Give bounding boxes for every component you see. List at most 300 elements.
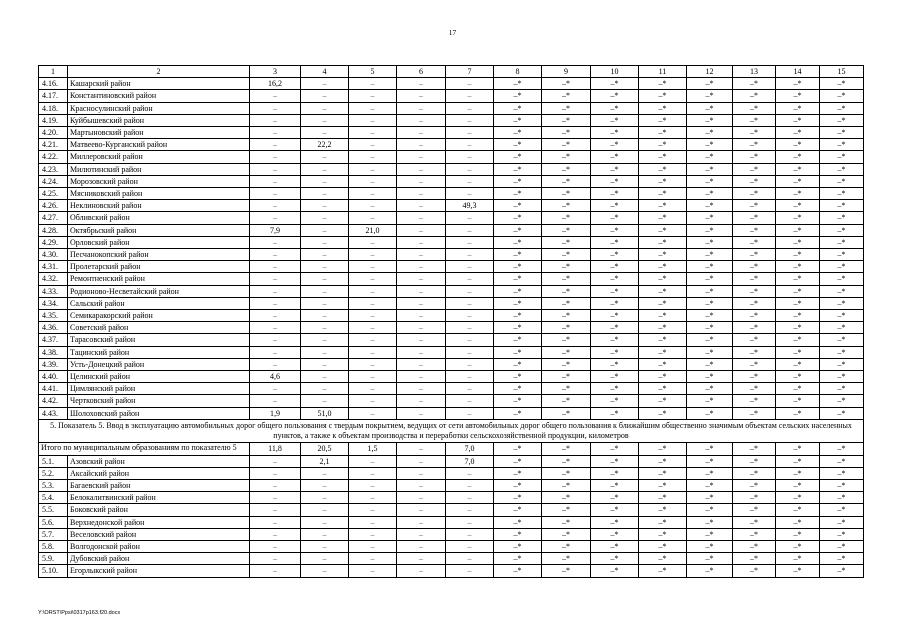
- table-cell: –*: [639, 249, 687, 261]
- table-cell: –: [446, 540, 494, 552]
- table-cell: –*: [494, 261, 542, 273]
- table-cell: –*: [687, 479, 733, 491]
- table-cell: –*: [639, 127, 687, 139]
- table-cell: –*: [542, 224, 591, 236]
- table-header-row: [39, 66, 864, 78]
- table-cell: –: [301, 383, 349, 395]
- table-cell: –*: [494, 175, 542, 187]
- table-cell: –*: [542, 467, 591, 479]
- table-cell: 5.6.: [39, 516, 68, 528]
- table-cell: –*: [542, 516, 591, 528]
- table-cell: –*: [687, 175, 733, 187]
- table-cell: –*: [639, 163, 687, 175]
- table-cell: –: [349, 139, 397, 151]
- table-cell: 3: [250, 66, 301, 78]
- table-cell: –: [397, 236, 446, 248]
- table-cell: –*: [687, 467, 733, 479]
- table-cell: Константиновский район: [68, 90, 250, 102]
- table-cell: –*: [733, 383, 776, 395]
- table-cell: 4.16.: [39, 78, 68, 90]
- table-cell: –*: [820, 540, 864, 552]
- table-cell: –*: [687, 139, 733, 151]
- table-cell: –: [250, 504, 301, 516]
- table-cell: –*: [591, 224, 639, 236]
- table-cell: –*: [733, 516, 776, 528]
- table-row: [39, 322, 864, 334]
- table-cell: –: [250, 528, 301, 540]
- table-cell: –*: [733, 273, 776, 285]
- table-cell: –: [397, 407, 446, 419]
- table-cell: 22,2: [301, 139, 349, 151]
- table-cell: –: [349, 553, 397, 565]
- table-cell: –: [301, 236, 349, 248]
- table-cell: –: [446, 528, 494, 540]
- table-cell: –*: [591, 540, 639, 552]
- table-cell: –*: [776, 273, 820, 285]
- table-cell: –: [250, 310, 301, 322]
- table-cell: –: [349, 479, 397, 491]
- table-cell: –: [301, 310, 349, 322]
- table-cell: –: [446, 114, 494, 126]
- table-cell: 4.28.: [39, 224, 68, 236]
- table-row: [39, 175, 864, 187]
- table-cell: –: [397, 540, 446, 552]
- table-cell: –: [301, 565, 349, 577]
- table-cell: –*: [733, 492, 776, 504]
- table-cell: –*: [820, 261, 864, 273]
- table-cell: –: [250, 261, 301, 273]
- table-cell: –*: [494, 273, 542, 285]
- table-cell: 4.42.: [39, 395, 68, 407]
- table-cell: –*: [733, 151, 776, 163]
- table-cell: –: [446, 273, 494, 285]
- table-cell: 4.27.: [39, 212, 68, 224]
- table-cell: –*: [733, 553, 776, 565]
- table-cell: –: [397, 371, 446, 383]
- table-cell: –*: [494, 212, 542, 224]
- table-cell: –: [301, 102, 349, 114]
- table-row: [39, 261, 864, 273]
- table-cell: 13: [733, 66, 776, 78]
- table-cell: Семикаракорский район: [68, 310, 250, 322]
- table-cell: –*: [820, 273, 864, 285]
- table-cell: –*: [591, 236, 639, 248]
- table-cell: Пролетарский район: [68, 261, 250, 273]
- table-cell: –: [301, 395, 349, 407]
- table-cell: –*: [820, 175, 864, 187]
- table-cell: –: [349, 200, 397, 212]
- table-cell: –: [301, 127, 349, 139]
- table-cell: Неклиновский район: [68, 200, 250, 212]
- table-cell: –*: [542, 90, 591, 102]
- table-cell: –*: [639, 479, 687, 491]
- table-cell: –*: [542, 358, 591, 370]
- table-cell: –: [349, 467, 397, 479]
- table-cell: –*: [591, 212, 639, 224]
- table-cell: 9: [542, 66, 591, 78]
- table-cell: –*: [494, 395, 542, 407]
- table-cell: –*: [733, 395, 776, 407]
- table-cell: 4.18.: [39, 102, 68, 114]
- table-cell: 4.24.: [39, 175, 68, 187]
- table-cell: –*: [687, 516, 733, 528]
- table-cell: –: [250, 383, 301, 395]
- table-cell: –: [250, 175, 301, 187]
- table-cell: –*: [820, 322, 864, 334]
- table-cell: 4.26.: [39, 200, 68, 212]
- table-cell: 1,5: [349, 443, 397, 455]
- table-cell: –: [446, 407, 494, 419]
- table-cell: –*: [639, 285, 687, 297]
- table-cell: –: [397, 249, 446, 261]
- table-cell: –*: [542, 565, 591, 577]
- table-cell: –: [397, 310, 446, 322]
- table-cell: –*: [591, 553, 639, 565]
- table-cell: –*: [820, 516, 864, 528]
- table-cell: –*: [494, 383, 542, 395]
- table-cell: –*: [776, 212, 820, 224]
- table-cell: Кашарский район: [68, 78, 250, 90]
- table-cell: –*: [687, 346, 733, 358]
- table-cell: –: [446, 565, 494, 577]
- table-cell: –*: [639, 175, 687, 187]
- table-cell: Боковский район: [68, 504, 250, 516]
- table-cell: –: [301, 163, 349, 175]
- table-cell: –: [397, 273, 446, 285]
- table-cell: –: [446, 261, 494, 273]
- table-cell: Верхнедонской район: [68, 516, 250, 528]
- table-cell: –: [397, 200, 446, 212]
- table-cell: –: [397, 151, 446, 163]
- table-cell: 16,2: [250, 78, 301, 90]
- table-cell: 10: [591, 66, 639, 78]
- table-cell: –*: [591, 346, 639, 358]
- table-cell: –*: [591, 334, 639, 346]
- table-cell: –*: [494, 540, 542, 552]
- table-cell: –*: [542, 212, 591, 224]
- table-cell: 1: [39, 66, 68, 78]
- table-cell: –*: [776, 175, 820, 187]
- table-cell: –: [301, 90, 349, 102]
- table-cell: –*: [591, 261, 639, 273]
- table-cell: –*: [687, 261, 733, 273]
- table-cell: –: [250, 163, 301, 175]
- table-cell: –*: [776, 163, 820, 175]
- table-cell: –: [446, 553, 494, 565]
- table-cell: –*: [639, 310, 687, 322]
- table-cell: –*: [776, 407, 820, 419]
- table-cell: –: [301, 346, 349, 358]
- table-row: [39, 90, 864, 102]
- table-cell: –: [446, 346, 494, 358]
- table-cell: –*: [494, 528, 542, 540]
- table-cell: –: [250, 188, 301, 200]
- table-cell: –: [349, 151, 397, 163]
- table-cell: 21,0: [349, 224, 397, 236]
- table-cell: –*: [776, 334, 820, 346]
- table-cell: –*: [733, 102, 776, 114]
- table-cell: –*: [687, 151, 733, 163]
- table-cell: –*: [639, 407, 687, 419]
- table-row: [39, 114, 864, 126]
- table-row: [39, 163, 864, 175]
- table-row: [39, 224, 864, 236]
- table-cell: –: [349, 346, 397, 358]
- table-cell: –: [397, 334, 446, 346]
- table-cell: –*: [820, 334, 864, 346]
- table-cell: Сальский район: [68, 297, 250, 309]
- table-cell: –*: [733, 565, 776, 577]
- table-cell: –*: [820, 151, 864, 163]
- table-cell: –: [446, 188, 494, 200]
- table-cell: –*: [542, 297, 591, 309]
- table-cell: –*: [542, 78, 591, 90]
- table-cell: –*: [733, 310, 776, 322]
- table-cell: –*: [820, 383, 864, 395]
- table-cell: –: [349, 358, 397, 370]
- table-row: [39, 285, 864, 297]
- table-cell: –: [301, 212, 349, 224]
- table-cell: –*: [639, 553, 687, 565]
- table-cell: Итого по муниципальным образованиям по показателю 5: [39, 443, 250, 455]
- table-cell: –: [250, 540, 301, 552]
- table-cell: –: [349, 78, 397, 90]
- table-cell: –*: [820, 371, 864, 383]
- table-cell: –*: [542, 479, 591, 491]
- table-cell: –*: [776, 565, 820, 577]
- table-cell: –: [250, 467, 301, 479]
- table-cell: –*: [591, 175, 639, 187]
- table-row: [39, 236, 864, 248]
- table-cell: –: [446, 358, 494, 370]
- table-cell: –*: [733, 224, 776, 236]
- table-cell: 5.4.: [39, 492, 68, 504]
- table-cell: –*: [776, 455, 820, 467]
- table-cell: –*: [820, 102, 864, 114]
- table-cell: –*: [591, 504, 639, 516]
- table-cell: –*: [591, 163, 639, 175]
- table-cell: –*: [776, 492, 820, 504]
- table-cell: –*: [639, 224, 687, 236]
- table-cell: –*: [542, 443, 591, 455]
- table-cell: –: [349, 249, 397, 261]
- table-cell: –*: [733, 371, 776, 383]
- table-cell: –*: [733, 114, 776, 126]
- table-cell: –*: [542, 261, 591, 273]
- table-cell: 11: [639, 66, 687, 78]
- table-cell: –*: [820, 224, 864, 236]
- table-cell: –*: [776, 346, 820, 358]
- table-row: [39, 565, 864, 577]
- table-cell: –*: [733, 249, 776, 261]
- table-cell: –*: [639, 358, 687, 370]
- table-row: [39, 310, 864, 322]
- table-cell: 5.1.: [39, 455, 68, 467]
- table-cell: –*: [687, 102, 733, 114]
- table-cell: –: [349, 492, 397, 504]
- table-cell: –: [349, 114, 397, 126]
- table-cell: –*: [591, 479, 639, 491]
- table-cell: 5: [349, 66, 397, 78]
- table-cell: Октябрьский район: [68, 224, 250, 236]
- table-cell: –*: [639, 443, 687, 455]
- table-cell: –*: [820, 455, 864, 467]
- table-cell: –*: [542, 310, 591, 322]
- table-cell: –: [446, 249, 494, 261]
- table-cell: –: [397, 322, 446, 334]
- table-cell: –*: [494, 492, 542, 504]
- table-cell: 7,0: [446, 455, 494, 467]
- table-cell: 4.36.: [39, 322, 68, 334]
- table-cell: –*: [542, 188, 591, 200]
- table-cell: –*: [494, 224, 542, 236]
- table-cell: 4: [301, 66, 349, 78]
- table-cell: –*: [733, 504, 776, 516]
- table-cell: –*: [542, 492, 591, 504]
- table-cell: –*: [776, 102, 820, 114]
- table-cell: –: [349, 528, 397, 540]
- table-cell: –*: [591, 200, 639, 212]
- table-row: [39, 249, 864, 261]
- table-cell: –: [446, 224, 494, 236]
- table-cell: –*: [542, 504, 591, 516]
- table-cell: –*: [820, 114, 864, 126]
- table-cell: –: [349, 322, 397, 334]
- table-row: [39, 540, 864, 552]
- table-cell: –*: [591, 139, 639, 151]
- table-cell: –: [397, 90, 446, 102]
- table-cell: –*: [591, 151, 639, 163]
- table-cell: –*: [687, 78, 733, 90]
- table-cell: –*: [542, 102, 591, 114]
- table-cell: –: [250, 249, 301, 261]
- table-cell: –*: [494, 114, 542, 126]
- table-cell: –*: [542, 236, 591, 248]
- table-cell: –: [446, 78, 494, 90]
- table-cell: –*: [639, 90, 687, 102]
- table-cell: Багаевский район: [68, 479, 250, 491]
- table-cell: 4.31.: [39, 261, 68, 273]
- table-cell: –: [349, 273, 397, 285]
- table-cell: 4.40.: [39, 371, 68, 383]
- table-cell: –*: [776, 443, 820, 455]
- table-cell: –*: [733, 78, 776, 90]
- table-cell: –: [301, 200, 349, 212]
- table-cell: –*: [542, 540, 591, 552]
- table-row: [39, 273, 864, 285]
- table-cell: –: [250, 516, 301, 528]
- table-cell: –*: [494, 467, 542, 479]
- table-cell: –: [446, 395, 494, 407]
- table-cell: –*: [494, 504, 542, 516]
- table-cell: –*: [776, 297, 820, 309]
- table-cell: 14: [776, 66, 820, 78]
- table-cell: –*: [776, 322, 820, 334]
- table-cell: –*: [733, 455, 776, 467]
- table-row: [39, 504, 864, 516]
- table-cell: –*: [494, 322, 542, 334]
- table-cell: –: [301, 249, 349, 261]
- table-cell: –*: [776, 516, 820, 528]
- table-cell: 4.32.: [39, 273, 68, 285]
- table-cell: –: [446, 322, 494, 334]
- table-cell: –*: [733, 285, 776, 297]
- table-cell: –*: [494, 285, 542, 297]
- table-cell: –*: [639, 528, 687, 540]
- table-cell: –: [349, 455, 397, 467]
- table-cell: –*: [820, 479, 864, 491]
- table-cell: –*: [639, 346, 687, 358]
- table-cell: –: [250, 90, 301, 102]
- table-cell: –: [349, 565, 397, 577]
- table-cell: –*: [820, 139, 864, 151]
- table-cell: Милютинский район: [68, 163, 250, 175]
- table-cell: –*: [776, 188, 820, 200]
- table-cell: 5.5.: [39, 504, 68, 516]
- table-cell: Белокалитвинский район: [68, 492, 250, 504]
- table-cell: –*: [494, 565, 542, 577]
- table-cell: 51,0: [301, 407, 349, 419]
- table-cell: –: [301, 516, 349, 528]
- table-cell: –: [250, 479, 301, 491]
- table-cell: –: [250, 273, 301, 285]
- table-cell: –: [349, 188, 397, 200]
- table-cell: –: [397, 114, 446, 126]
- table-cell: –*: [776, 249, 820, 261]
- table-cell: –: [349, 102, 397, 114]
- table-cell: –: [301, 358, 349, 370]
- table-cell: –*: [639, 492, 687, 504]
- table-cell: –*: [494, 297, 542, 309]
- table-cell: –*: [687, 553, 733, 565]
- table-cell: –: [301, 540, 349, 552]
- table-cell: –: [250, 114, 301, 126]
- table-cell: –*: [820, 297, 864, 309]
- table-cell: –*: [776, 310, 820, 322]
- table-row: [39, 139, 864, 151]
- table-cell: –*: [733, 127, 776, 139]
- table-cell: –*: [776, 236, 820, 248]
- table-cell: –*: [733, 358, 776, 370]
- table-cell: –: [349, 395, 397, 407]
- table-cell: –: [397, 553, 446, 565]
- table-cell: –*: [591, 285, 639, 297]
- table-cell: 12: [687, 66, 733, 78]
- table-cell: –*: [687, 200, 733, 212]
- table-cell: –: [397, 565, 446, 577]
- table-cell: –*: [542, 163, 591, 175]
- table-cell: –*: [591, 528, 639, 540]
- table-cell: –: [446, 236, 494, 248]
- table-cell: 2,1: [301, 455, 349, 467]
- table-cell: –*: [733, 90, 776, 102]
- table-cell: 4.29.: [39, 236, 68, 248]
- table-cell: 4.17.: [39, 90, 68, 102]
- table-cell: –*: [494, 455, 542, 467]
- table-row: [39, 346, 864, 358]
- table-cell: –*: [591, 371, 639, 383]
- table-cell: –*: [776, 553, 820, 565]
- table-cell: –*: [820, 78, 864, 90]
- table-cell: –: [301, 553, 349, 565]
- table-cell: –: [250, 151, 301, 163]
- table-cell: Родионово-Несветайский район: [68, 285, 250, 297]
- table-cell: –*: [494, 443, 542, 455]
- table-cell: –*: [733, 407, 776, 419]
- table-cell: Шолоховский район: [68, 407, 250, 419]
- table-cell: –: [349, 297, 397, 309]
- table-cell: –*: [542, 175, 591, 187]
